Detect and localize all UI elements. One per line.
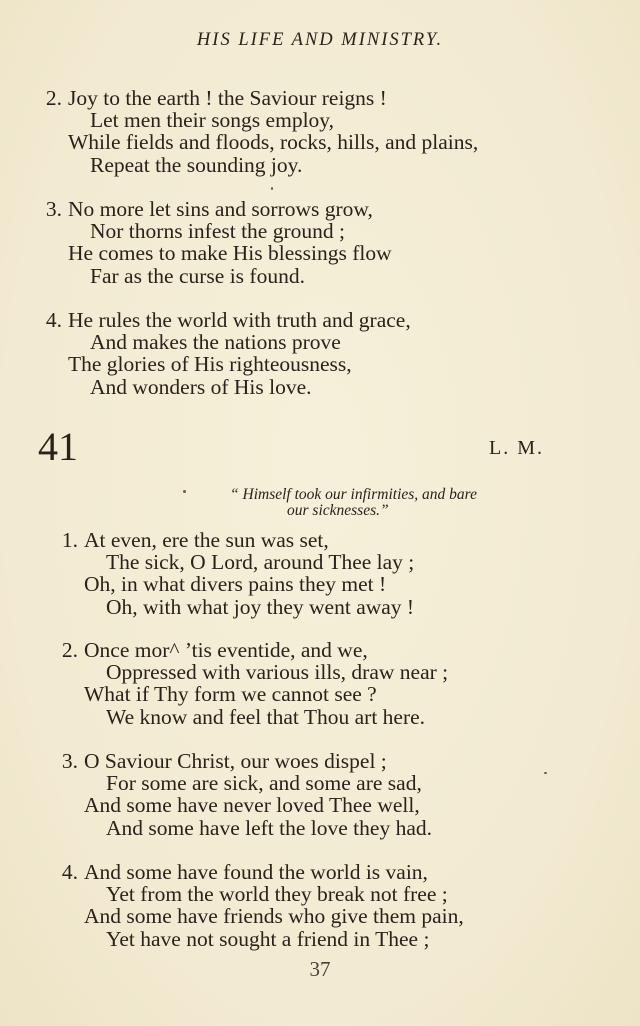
ink-speck [271,187,273,190]
verse-line: Oh, in what divers pains they met ! [84,572,387,597]
verse-line: For some are sick, and some are sad, [106,771,422,796]
verse-line: No more let sins and sorrows grow, [68,197,373,221]
verse-line: And some have left the love they had. [106,815,432,840]
stanza-number: 2. [61,638,78,662]
stanza-number: 3. [45,197,62,221]
hymn-number: 41 [38,424,78,469]
verse-line: And makes the nations prove [90,330,341,355]
epigraph-line-1: “ Himself took our infirmities, and bare [230,486,477,503]
verse-line: He rules the world with truth and grace, [68,308,411,332]
verse-line: O Saviour Christ, our woes dispel ; [84,749,387,773]
hymn40-stanza-4 [40,309,411,398]
verse-line: Repeat the sounding joy. [90,152,303,177]
verse-line: And some have found the world is vain, [84,860,428,884]
running-head: HIS LIFE AND MINISTRY. [196,30,444,50]
hymn41-stanza-2 [56,639,448,728]
hymn41-stanza-3 [56,750,432,839]
stanza-number: 4. [61,860,78,884]
hymn40-stanza-3 [40,198,392,287]
stanza-number: 1. [61,528,78,552]
verse-line: Joy to the earth ! the Saviour reigns ! [68,86,387,110]
verse-line: And some have friends who give them pain, [84,904,464,929]
page-number: 37 [309,957,331,981]
verse-line: Once mor^ ’tis eventide, and we, [84,638,368,662]
verse-line: Oh, with what joy they went away ! [106,594,415,619]
verse-line: And wonders of His love. [90,374,312,399]
hymn-meter: L. M. [489,437,544,459]
verse-line: Far as the curse is found. [90,263,305,288]
verse-line: The glories of His righteousness, [68,352,352,377]
verse-line: Yet have not sought a friend in Thee ; [106,926,430,951]
verse-line: Let men their songs employ, [90,108,335,133]
hymn41-stanza-1 [56,529,414,618]
stanza-number: 2. [45,86,62,110]
verse-line: Oppressed with various ills, draw near ; [106,660,449,685]
epigraph-line-2: our sicknesses.” [287,502,389,519]
stanza-number: 3. [61,749,78,773]
verse-line: At even, ere the sun was set, [84,528,329,552]
hymn40-stanza-2 [40,87,478,176]
verse-line: And some have never loved Thee well, [84,793,420,818]
ink-speck [544,772,547,774]
verse-line: Yet from the world they break not free ; [106,882,448,907]
verse-line: The sick, O Lord, around Thee lay ; [106,550,415,575]
ink-speck [183,490,186,493]
verse-line: While fields and floods, rocks, hills, and plains, [68,130,479,155]
verse-line: What if Thy form we cannot see ? [84,682,377,707]
hymn41-stanza-4 [56,861,464,950]
verse-line: We know and feel that Thou art here. [106,704,426,729]
verse-line: Nor thorns infest the ground ; [90,219,345,244]
stanza-number: 4. [45,308,62,332]
verse-line: He comes to make His blessings flow [68,241,392,266]
